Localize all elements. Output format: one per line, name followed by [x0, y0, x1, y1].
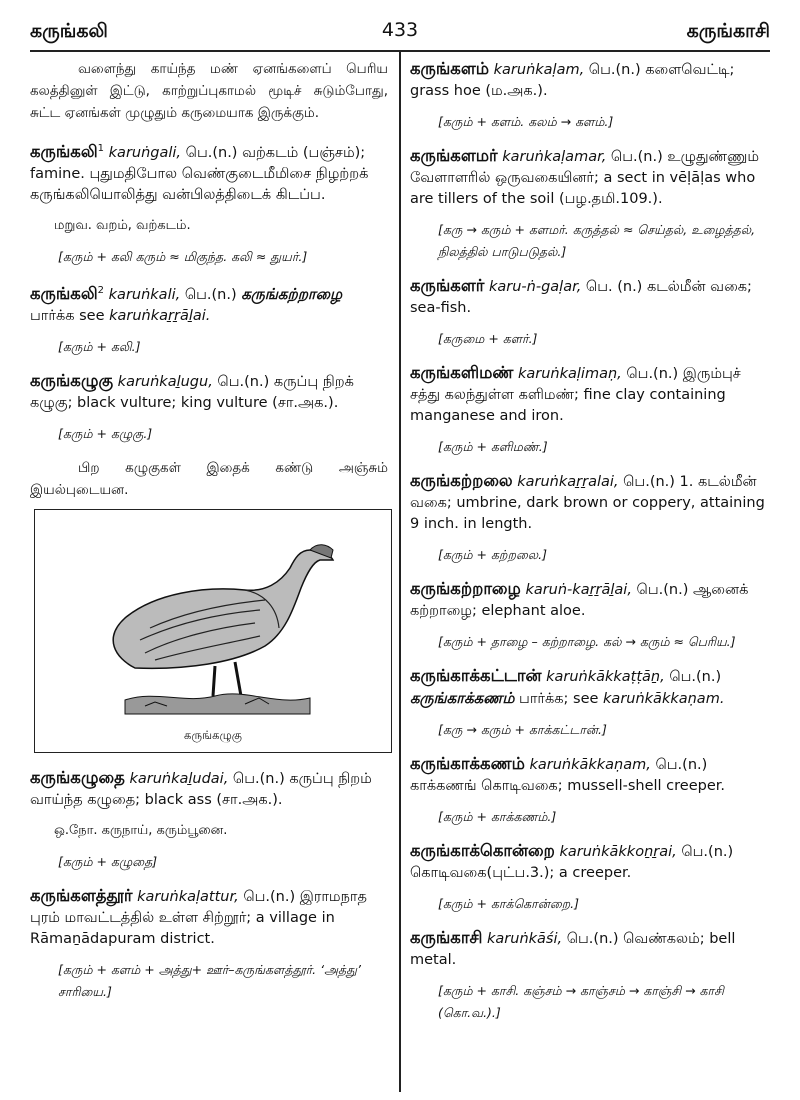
vulture-drawing [95, 528, 335, 723]
entry-karungakkattan [410, 665, 772, 710]
transliteration: karuṅkākkaṇam. [603, 691, 725, 707]
headword: கருங்காக்கணம் [410, 754, 525, 773]
etymology-note: [கரும் + கற்றலை.] [438, 547, 548, 562]
definition: பெ.(n.) வற்கடம் (பஞ்சம்); famine. புதுமதிபோல வெண்குடைமீமிசை நிழற்றக் கருங்கலியொலித்து வன்பிலத்திடைக் கிடப்ப. [30, 144, 369, 203]
headword: கருங்களத்தூர் [30, 885, 133, 905]
figure-caption: கருங்கழுகு [184, 727, 242, 742]
superscript: 1 [97, 143, 105, 154]
transliteration: karuṅkaṟṟāḻai. [109, 307, 211, 324]
definition: பெ.(n.) கருப்பு நிறக் கழுகு; black vulture; king vulture (சா.அக.). [30, 373, 354, 411]
transliteration: karuṅkali, [108, 286, 181, 303]
definition: பெ.(n.) காக்கணங் கொடிவகை; mussell-shell creeper. [410, 757, 725, 794]
headword: கருங்கழுகு [30, 370, 114, 390]
entry-karungalam [410, 58, 772, 102]
entry-karungazhudai [30, 767, 388, 811]
headword: கருங்களமர் [410, 146, 498, 165]
transliteration: karuṅkaḷimaṇ, [517, 366, 622, 382]
etymology-note: [கரும் + காசி. கஞ்சம் → காஞ்சம் → காஞ்சி → காசி (கொ.வ.).] [438, 983, 724, 1020]
etymology-note: [கரும் + காக்கணம்.] [438, 809, 557, 824]
column-divider [399, 50, 401, 1092]
etymology-note: [கரு → கரும் + காக்கட்டான்.] [438, 722, 607, 737]
definition: பெ.(n.) இராமநாத புரம் மாவட்டத்தில் உள்ள சிற்றூர்; a village in Rāmaṉādapuram district. [30, 888, 367, 947]
definition: பெ.(n.) இரும்புச் சத்து கலந்துள்ள களிமண்; fine clay containing manganese and iron. [410, 366, 741, 424]
transliteration: karuṅkaḻugu, [117, 373, 213, 390]
etymology-note: [கரும் + கழுதை] [58, 853, 158, 869]
etymology-note: [கரும் + களம் + அத்து+ ஊர்–கருங்களத்தூர். ‘அத்து’ சாரியை.] [58, 961, 361, 999]
transliteration: karuṅkaḷam, [493, 62, 585, 78]
etymology-note: [கரும் + களிமண்.] [438, 439, 548, 454]
entry-karungalimann [410, 362, 772, 427]
headword: கருங்கலி [30, 283, 98, 303]
entry-karungalar [410, 275, 772, 319]
definition: பெ.(n.) உழுதுண்ணும் வேளாளரில் ஒருவகையினர்; a sect in vēḷāḷas who are tillers of the soil (பழ.தமி.109.). [410, 149, 760, 207]
transliteration: karuṅkaṟṟalai, [517, 474, 619, 490]
definition: பெ.(n.) வெண்கலம்; bell metal. [410, 931, 736, 968]
etymology-note: [கருமை + களர்.] [438, 331, 538, 346]
cross-reference: கருங்கற்றாழை [241, 284, 343, 303]
definition: பெ.(n.) கருப்பு நிறம் வாய்ந்த கழுதை; black ass (சா.அக.). [30, 770, 372, 808]
etymology-note: [கரும் + காக்கொன்றை.] [438, 896, 580, 911]
transliteration: karuṅkāśi, [487, 931, 563, 947]
headword: கருங்காக்கொன்றை [410, 841, 555, 860]
transliteration: karuṅkākkaṇam, [529, 757, 651, 773]
entry-karungakkanam [410, 753, 772, 797]
headword: கருங்காசி [410, 928, 483, 947]
entry-karungazhugu [30, 370, 388, 414]
entry-karungali-1 [30, 138, 388, 206]
etymology-note: [கரும் + தாழை – கற்றாழை. கல் → கரும் ≈ பெரிய.] [438, 634, 736, 649]
definition: பெ.(n.) களைவெட்டி; grass hoe (ம.அக.). [410, 62, 735, 99]
definition: பெ.(n.) 1. கடல்மீன் வகை; umbrine, dark brown or coppery, attaining 9 inch. in length. [410, 474, 765, 532]
definition: பெ.(n.) [180, 286, 242, 303]
superscript: 2 [97, 284, 105, 296]
transliteration: karuṅkākkaṭṭāṉ, [546, 669, 665, 685]
headword: கருங்களம் [410, 59, 490, 78]
entry-karungalathur [30, 885, 388, 950]
entry-karungasi [410, 927, 772, 971]
left-column [30, 58, 388, 1015]
headword: கருங்கற்றாழை [410, 579, 521, 598]
etymology-note: [கரும் + கலி.] [58, 338, 141, 354]
intro-paragraph: வளைந்து காய்ந்த மண் ஏனங்களைப் பெரிய கலத்தினுள் இட்டு, காற்றுப்புகாமல் மூடிச் சுடும்போது, சுட்ட ஏனங்கள் முழுதும் கருமையாக இருக்கும். [30, 61, 388, 121]
entry-karungattralai [410, 470, 772, 535]
definition: பார்க்க see [30, 307, 110, 324]
right-column [410, 58, 772, 1036]
definition: பார்க்க; see [514, 691, 604, 707]
description-paragraph: பிற கழுகுகள் இதைக் கண்டு அஞ்சும் இயல்புடையன. [30, 459, 388, 498]
transliteration: karuṅkākkoṉṟai, [559, 844, 677, 860]
cross-reference: கருங்காக்கணம் [410, 689, 515, 707]
transliteration: karuṅkaḷamar, [502, 149, 607, 165]
left-guide-word: கருங்கலி [30, 20, 108, 42]
definition: பெ.(n.) கொடிவகை(புட்ப.3.); a creeper. [410, 844, 734, 881]
headword: கருங்கழுதை [30, 767, 125, 787]
headword: கருங்கலி [30, 141, 98, 161]
synonym-line: மறுவ. வறம், வற்கடம். [54, 217, 191, 233]
transliteration: karuṅkaḷattur, [137, 888, 239, 905]
transliteration: karu-ṅ-gaḷar, [488, 279, 582, 295]
transliteration: karuṅ-kaṟṟāḻai, [525, 582, 632, 598]
definition: பெ.(n.) ஆனைக் கற்றாழை; elephant aloe. [410, 582, 749, 619]
headword: கருங்காக்கட்டான் [410, 666, 542, 685]
entry-karungalamar [410, 145, 772, 210]
headword: கருங்கற்றலை [410, 471, 513, 490]
entry-karungali-2 [30, 280, 388, 327]
entry-karungattrazhai [410, 578, 772, 622]
transliteration: karuṅkaḻudai, [129, 770, 229, 787]
headword: கருங்களிமண் [410, 363, 514, 382]
headword: கருங்களர் [410, 276, 485, 295]
page-number: 433 [381, 19, 419, 41]
entry-karungakkonrai [410, 840, 772, 884]
etymology-note: [கரும் + களம். கலம் → களம்.] [438, 114, 614, 129]
etymology-note: [கரும் + கழுகு.] [58, 425, 153, 441]
definition: பெ.(n.) [664, 669, 722, 685]
etymology-note: [கரு → கரும் + களமர். கருத்தல் ≈ செய்தல், உழைத்தல், நிலத்தில் பாடுபடுதல்.] [438, 222, 756, 259]
compare-line: ஒ.நோ. கருநாய், கரும்பூனை. [54, 822, 228, 838]
definition: பெ. (n.) கடல்மீன் வகை; sea-fish. [410, 279, 752, 316]
vulture-illustration [34, 509, 392, 753]
transliteration: karuṅgali, [108, 144, 182, 161]
right-guide-word: கருங்காசி [686, 20, 770, 42]
page-header [0, 0, 800, 48]
etymology-note: [கரும் + கலி கரும் ≈ மிகுந்த. கலி ≈ துயர்.] [58, 248, 308, 264]
